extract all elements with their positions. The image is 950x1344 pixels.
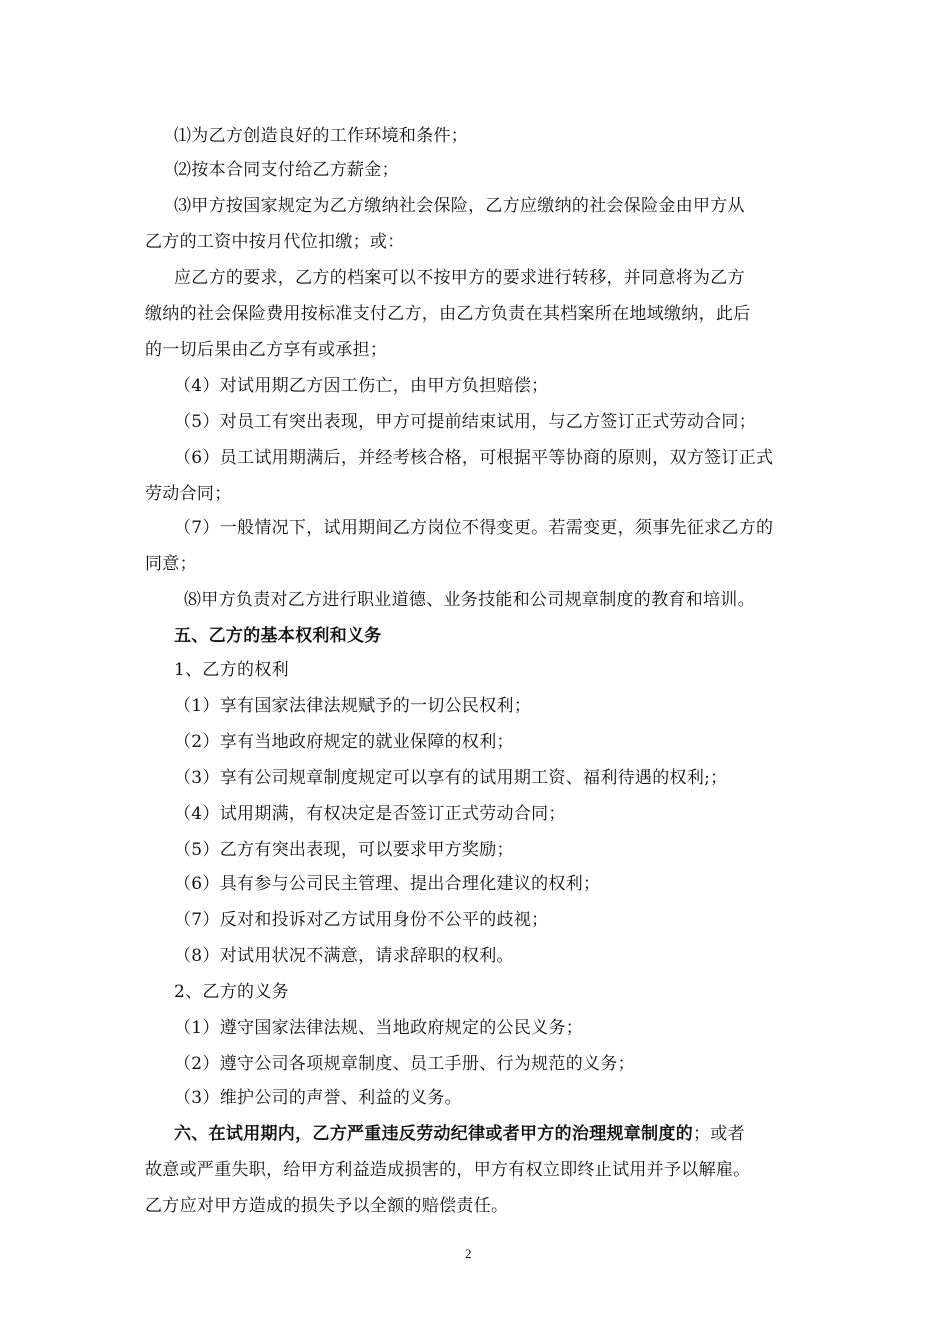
duties-subheading: 2、乙方的义务 <box>174 982 289 1002</box>
right-item-1: （1）享有国家法律法规赋予的一切公民权利； <box>174 696 532 716</box>
obligation-line-3-continued: 乙方的工资中按月代位扣缴；或： <box>145 232 405 252</box>
obligation-line-6: （6）员工试用期满后，并经考核合格，可根据平等协商的原则，双方签订正式 <box>174 448 774 468</box>
right-item-6: （6）具有参与公司民主管理、提出合理化建议的权利； <box>174 874 601 894</box>
obligation-line-4: （4）对试用期乙方因工伤亡，由甲方负担赔偿； <box>174 376 549 396</box>
obligation-line-2: ⑵按本合同支付给乙方薪金； <box>174 160 399 180</box>
section-five-heading: 五、乙方的基本权利和义务 <box>174 626 382 646</box>
rights-subheading: 1、乙方的权利 <box>174 660 289 680</box>
duty-item-3: （3）维护公司的声誉、利益的义务。 <box>174 1088 462 1108</box>
archive-paragraph-line-3: 的一切后果由乙方享有或承担； <box>145 340 388 360</box>
obligation-line-7-continued: 同意； <box>145 554 197 574</box>
duty-item-1: （1）遵守国家法律法规、当地政府规定的公民义务； <box>174 1018 584 1038</box>
section-six-line-2: 故意或严重失职，给甲方利益造成损害的，甲方有权立即终止试用并予以解雇。 <box>145 1160 751 1180</box>
obligation-line-6-continued: 劳动合同； <box>145 484 232 504</box>
obligation-line-7: （7）一般情况下，试用期间乙方岗位不得变更。若需变更，须事先征求乙方的 <box>174 518 774 538</box>
section-six-continuation: ；或者 <box>693 1124 745 1144</box>
right-item-3: （3）享有公司规章制度规定可以享有的试用期工资、福利待遇的权利;； <box>174 768 728 788</box>
obligation-line-3: ⑶甲方按国家规定为乙方缴纳社会保险，乙方应缴纳的社会保险金由甲方从 <box>174 196 745 216</box>
right-item-7: （7）反对和投诉对乙方试用身份不公平的歧视； <box>174 910 549 930</box>
section-six-line-1 <box>174 1124 745 1144</box>
right-item-4: （4）试用期满，有权决定是否签订正式劳动合同； <box>174 804 566 824</box>
obligation-line-1: ⑴为乙方创造良好的工作环境和条件； <box>174 126 469 146</box>
right-item-2: （2）享有当地政府规定的就业保障的权利； <box>174 732 514 752</box>
obligation-line-5: （5）对员工有突出表现，甲方可提前结束试用，与乙方签订正式劳动合同； <box>174 412 757 432</box>
section-six-bold-text: 六、在试用期内，乙方严重违反劳动纪律或者甲方的治理规章制度的 <box>174 1124 693 1144</box>
page-number: 2 <box>465 1246 472 1261</box>
obligation-line-8: ⑻甲方负责对乙方进行职业道德、业务技能和公司规章制度的教育和培训。 <box>184 590 755 610</box>
right-item-5: （5）乙方有突出表现，可以要求甲方奖励； <box>174 840 514 860</box>
archive-paragraph-line-2: 缴纳的社会保险费用按标准支付乙方，由乙方负责在其档案所在地域缴纳，此后 <box>145 304 751 324</box>
right-item-8: （8）对试用状况不满意，请求辞职的权利。 <box>174 946 514 966</box>
duty-item-2: （2）遵守公司各项规章制度、员工手册、行为规范的义务； <box>174 1054 635 1074</box>
section-six-line-3: 乙方应对甲方造成的损失予以全额的赔偿责任。 <box>145 1196 509 1216</box>
archive-paragraph-line-1: 应乙方的要求，乙方的档案可以不按甲方的要求进行转移，并同意将为乙方 <box>174 268 745 288</box>
